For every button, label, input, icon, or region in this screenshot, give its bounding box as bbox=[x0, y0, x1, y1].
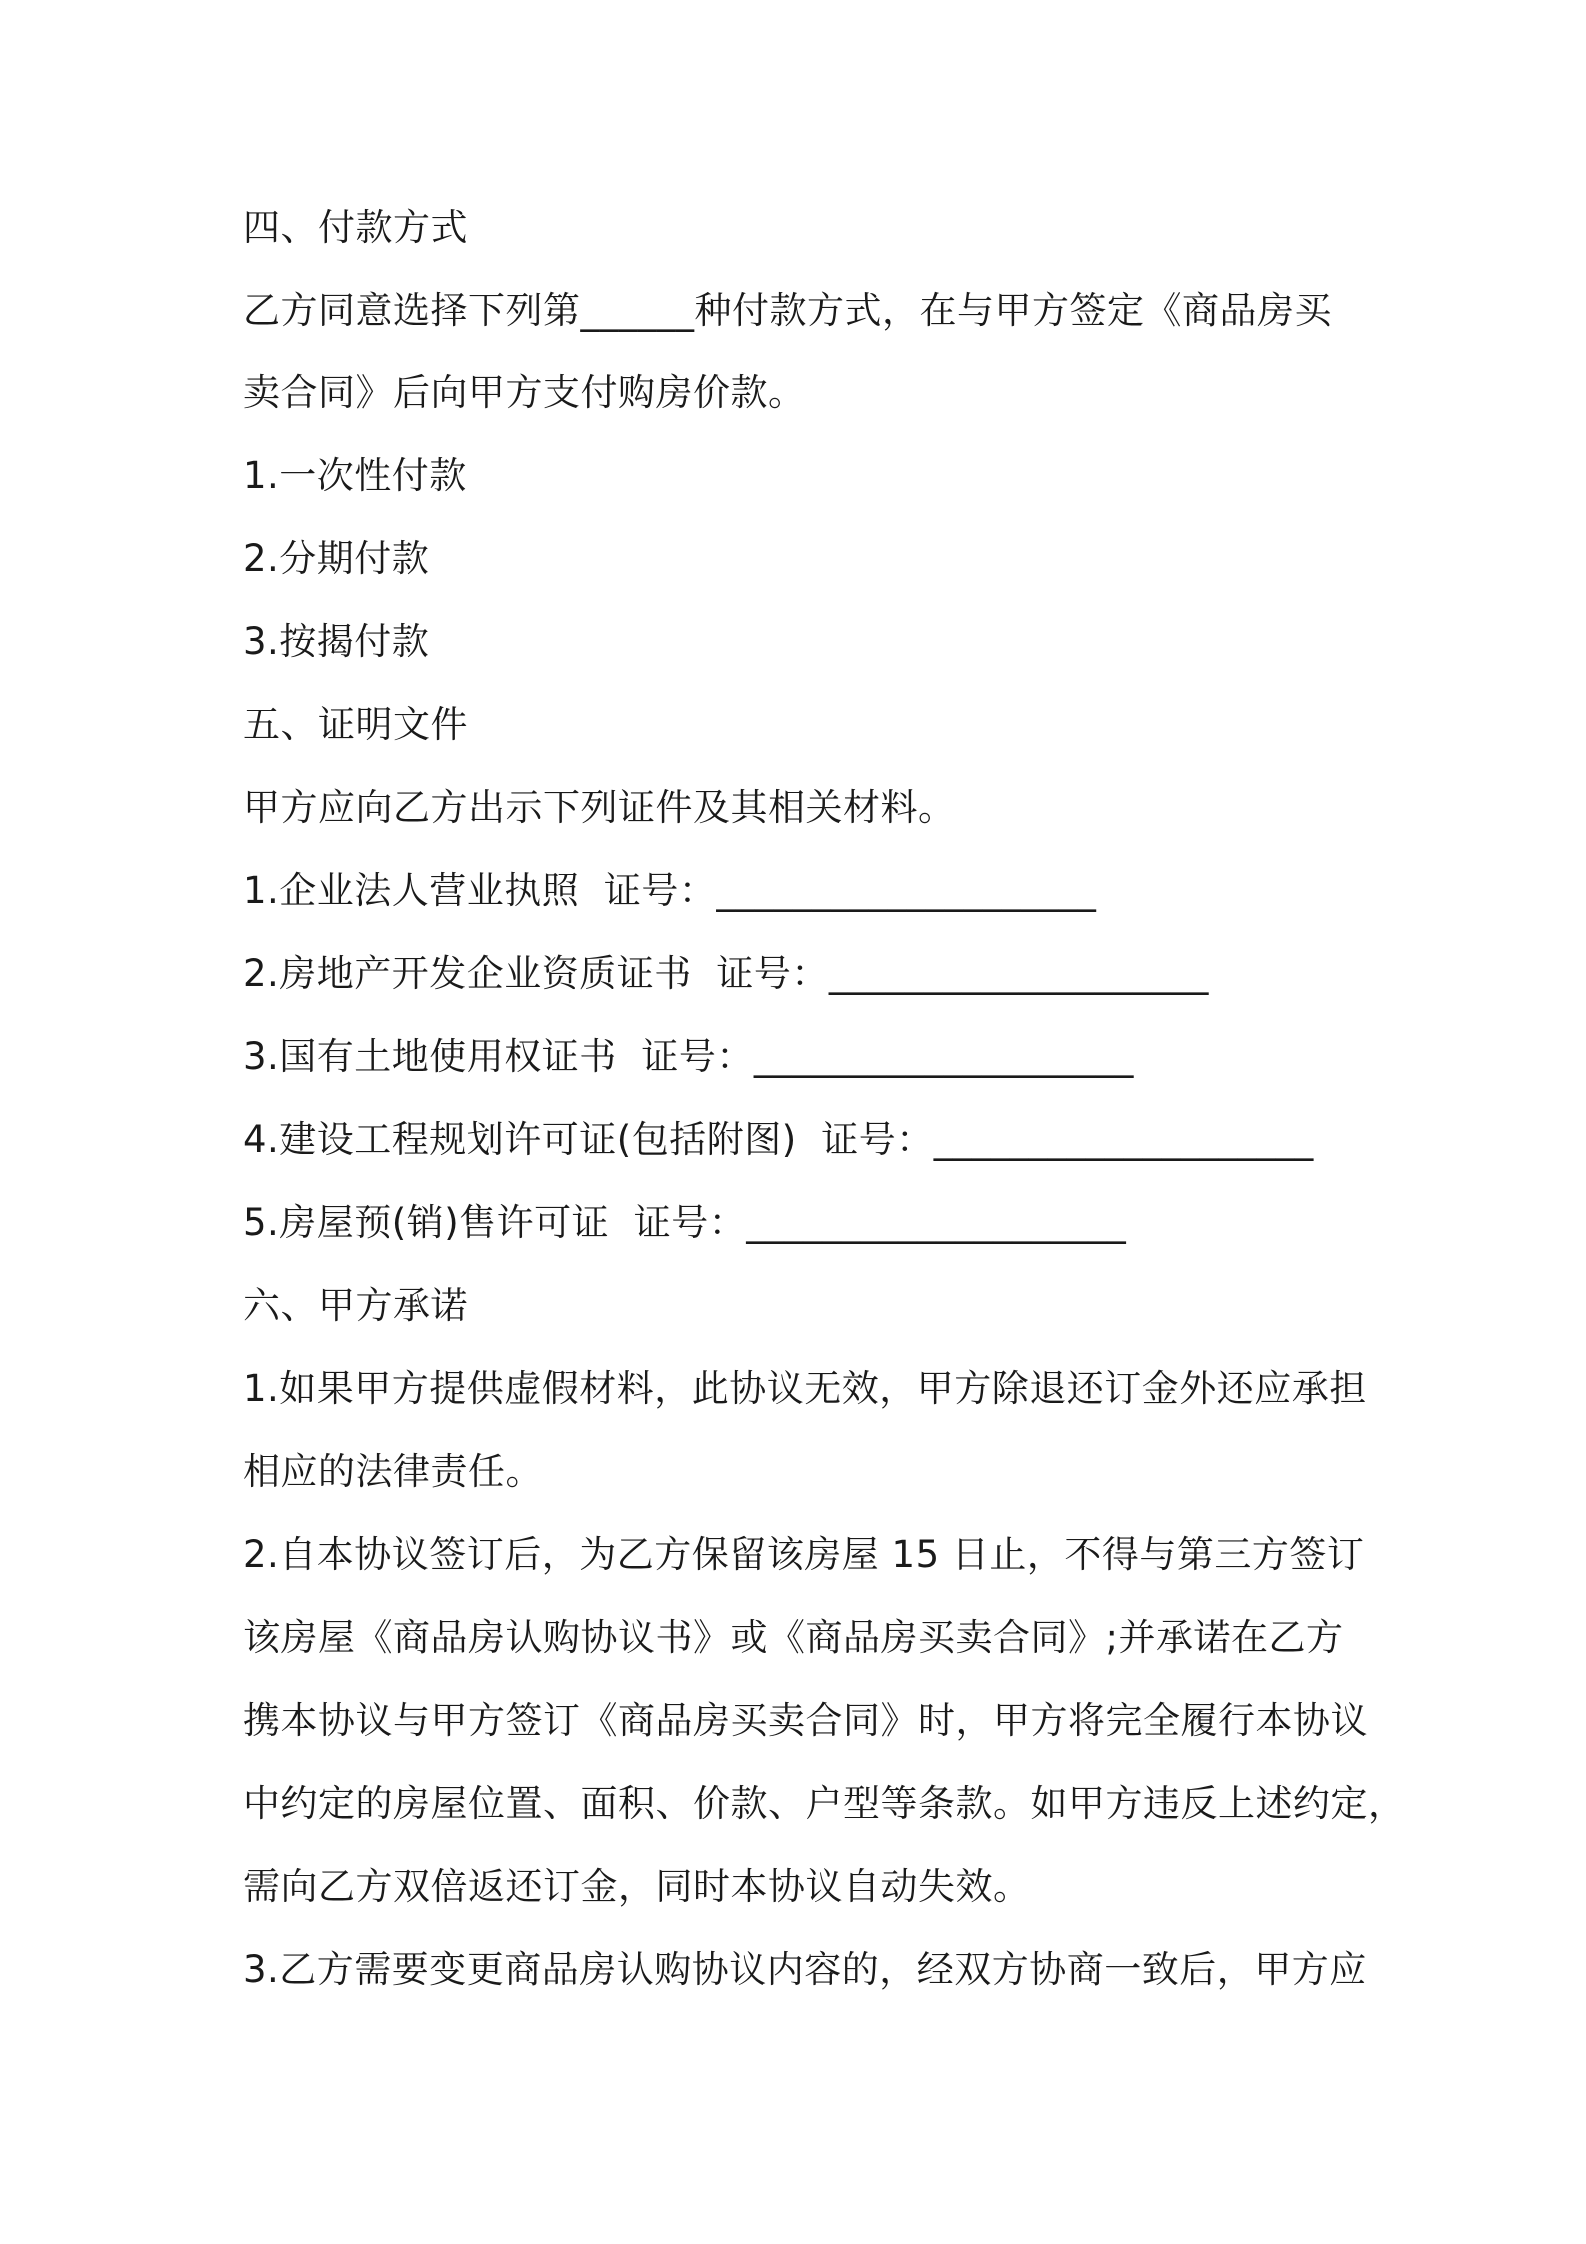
paragraph-line: 乙方同意选择下列第______种付款方式，在与甲方签定《商品房买 bbox=[243, 289, 1332, 332]
clause-line: 3.乙方需要变更商品房认购协议内容的，经双方协商一致后，甲方应 bbox=[243, 1948, 1367, 1991]
document-item bbox=[243, 1201, 1126, 1245]
payment-option: 3.按揭付款 bbox=[243, 620, 430, 663]
document-item-blank: ____________________ bbox=[753, 1035, 1134, 1078]
payment-option: 2.分期付款 bbox=[243, 537, 430, 580]
payment-option: 1.一次性付款 bbox=[243, 454, 467, 497]
document-item-label: 4.建设工程规划许可证(包括附图) 证号： bbox=[243, 1118, 934, 1161]
clause-line: 1.如果甲方提供虚假材料，此协议无效，甲方除退还订金外还应承担 bbox=[243, 1367, 1367, 1410]
document-item bbox=[243, 869, 1096, 913]
document-item-blank: ____________________ bbox=[746, 1201, 1127, 1244]
clause-line: 需向乙方双倍返还订金，同时本协议自动失效。 bbox=[243, 1865, 1031, 1908]
document-item-blank: ____________________ bbox=[716, 869, 1097, 912]
document-item bbox=[243, 1035, 1134, 1079]
paragraph-line: 甲方应向乙方出示下列证件及其相关材料。 bbox=[243, 786, 956, 829]
section-heading-documents: 五、证明文件 bbox=[243, 703, 468, 746]
document-item-blank: ____________________ bbox=[933, 1118, 1314, 1161]
document-item bbox=[243, 952, 1209, 996]
document-item-label: 5.房屋预(销)售许可证 证号： bbox=[243, 1201, 747, 1244]
clause-line: 相应的法律责任。 bbox=[243, 1450, 543, 1493]
document-item-label: 2.房地产开发企业资质证书 证号： bbox=[243, 952, 829, 995]
document-item-label: 1.企业法人营业执照 证号： bbox=[243, 869, 717, 912]
document-item-blank: ____________________ bbox=[828, 952, 1209, 995]
clause-line: 中约定的房屋位置、面积、价款、户型等条款。如甲方违反上述约定， bbox=[243, 1782, 1406, 1825]
clause-line: 该房屋《商品房认购协议书》或《商品房买卖合同》;并承诺在乙方 bbox=[243, 1616, 1344, 1659]
document-item bbox=[243, 1118, 1314, 1162]
clause-line: 2.自本协议签订后，为乙方保留该房屋 15 日止，不得与第三方签订 bbox=[243, 1533, 1365, 1576]
section-heading-payment: 四、付款方式 bbox=[243, 206, 468, 249]
section-heading-commitments: 六、甲方承诺 bbox=[243, 1284, 468, 1327]
paragraph-line: 卖合同》后向甲方支付购房价款。 bbox=[243, 371, 806, 414]
clause-line: 携本协议与甲方签订《商品房买卖合同》时，甲方将完全履行本协议 bbox=[243, 1699, 1368, 1742]
document-item-label: 3.国有土地使用权证书 证号： bbox=[243, 1035, 754, 1078]
